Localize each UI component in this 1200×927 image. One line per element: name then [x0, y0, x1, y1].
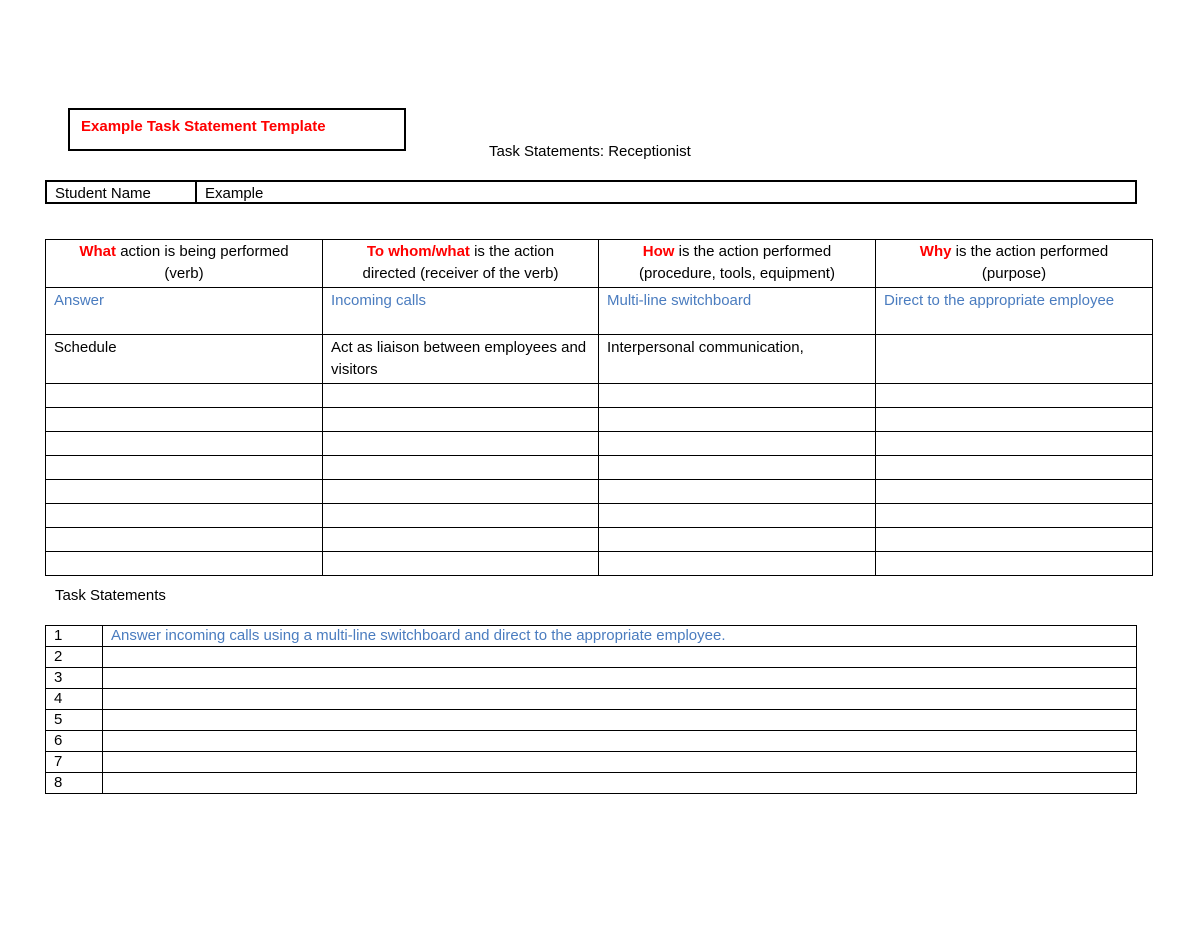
list-item: [46, 773, 1137, 794]
list-item: [46, 626, 1137, 647]
cell-to-whom[interactable]: [323, 552, 599, 576]
task-statements-table: [45, 625, 1137, 794]
cell-how[interactable]: [599, 456, 876, 480]
statement-text[interactable]: [103, 773, 1137, 794]
statement-number: 7: [46, 752, 103, 773]
cell-what[interactable]: [46, 456, 323, 480]
cell-what[interactable]: [46, 384, 323, 408]
cell-to-whom[interactable]: [323, 528, 599, 552]
statement-number: 3: [46, 668, 103, 689]
statement-text[interactable]: [103, 668, 1137, 689]
cell-how[interactable]: [599, 480, 876, 504]
cell-what[interactable]: Answer: [46, 288, 323, 335]
table-row: [46, 456, 1153, 480]
table-row: [46, 288, 1153, 335]
cell-how[interactable]: [599, 528, 876, 552]
cell-to-whom[interactable]: [323, 480, 599, 504]
cell-how[interactable]: [599, 552, 876, 576]
statement-text[interactable]: [103, 647, 1137, 668]
cell-why[interactable]: [876, 504, 1153, 528]
cell-why[interactable]: [876, 552, 1153, 576]
cell-how[interactable]: [599, 384, 876, 408]
cell-why[interactable]: [876, 456, 1153, 480]
cell-how[interactable]: [599, 408, 876, 432]
header-why: Why is the action performed (purpose): [876, 240, 1153, 288]
student-name-row: [45, 180, 1137, 204]
cell-why[interactable]: [876, 384, 1153, 408]
template-title: Example Task Statement Template: [68, 108, 406, 151]
cell-how[interactable]: Multi-line switchboard: [599, 288, 876, 335]
list-item: [46, 710, 1137, 731]
student-name-value[interactable]: Example: [205, 185, 264, 202]
cell-why[interactable]: [876, 432, 1153, 456]
statement-number: 4: [46, 689, 103, 710]
cell-why[interactable]: Direct to the appropriate employee: [876, 288, 1153, 335]
list-item: [46, 731, 1137, 752]
cell-why[interactable]: [876, 408, 1153, 432]
statement-number: 8: [46, 773, 103, 794]
header-how: How is the action performed (procedure, tools, equipment): [599, 240, 876, 288]
cell-why[interactable]: [876, 335, 1153, 384]
header-to-whom: To whom/what is the action directed (receiver of the verb): [323, 240, 599, 288]
list-item: [46, 668, 1137, 689]
cell-to-whom[interactable]: [323, 432, 599, 456]
cell-what[interactable]: [46, 504, 323, 528]
table-row: [46, 480, 1153, 504]
statement-text[interactable]: [103, 689, 1137, 710]
list-item: [46, 689, 1137, 710]
table-row: [46, 528, 1153, 552]
page-heading: Task Statements: Receptionist: [489, 143, 691, 160]
task-analysis-table: [45, 239, 1153, 576]
table-row: [46, 384, 1153, 408]
statement-text[interactable]: Answer incoming calls using a multi-line switchboard and direct to the appropriate employee.: [103, 626, 1137, 647]
cell-to-whom[interactable]: Act as liaison between employees and visitors: [323, 335, 599, 384]
cell-what[interactable]: [46, 408, 323, 432]
cell-what[interactable]: Schedule: [46, 335, 323, 384]
statement-number: 1: [46, 626, 103, 647]
cell-what[interactable]: [46, 432, 323, 456]
statement-text[interactable]: [103, 752, 1137, 773]
table-row: [46, 432, 1153, 456]
statement-number: 5: [46, 710, 103, 731]
cell-why[interactable]: [876, 480, 1153, 504]
cell-how[interactable]: [599, 432, 876, 456]
statement-text[interactable]: [103, 710, 1137, 731]
statement-text[interactable]: [103, 731, 1137, 752]
task-statements-label: Task Statements: [55, 587, 166, 604]
table-row: [46, 408, 1153, 432]
student-name-label: Student Name: [47, 182, 197, 202]
cell-what[interactable]: [46, 480, 323, 504]
cell-to-whom[interactable]: Incoming calls: [323, 288, 599, 335]
header-row: [46, 240, 1153, 288]
cell-to-whom[interactable]: [323, 456, 599, 480]
cell-what[interactable]: [46, 528, 323, 552]
table-row: [46, 552, 1153, 576]
table-row: [46, 504, 1153, 528]
statement-number: 6: [46, 731, 103, 752]
statement-number: 2: [46, 647, 103, 668]
cell-how[interactable]: [599, 504, 876, 528]
cell-how[interactable]: Interpersonal communication,: [599, 335, 876, 384]
table-row: [46, 335, 1153, 384]
cell-what[interactable]: [46, 552, 323, 576]
cell-why[interactable]: [876, 528, 1153, 552]
header-what: What action is being performed (verb): [46, 240, 323, 288]
list-item: [46, 647, 1137, 668]
list-item: [46, 752, 1137, 773]
cell-to-whom[interactable]: [323, 504, 599, 528]
cell-to-whom[interactable]: [323, 408, 599, 432]
cell-to-whom[interactable]: [323, 384, 599, 408]
